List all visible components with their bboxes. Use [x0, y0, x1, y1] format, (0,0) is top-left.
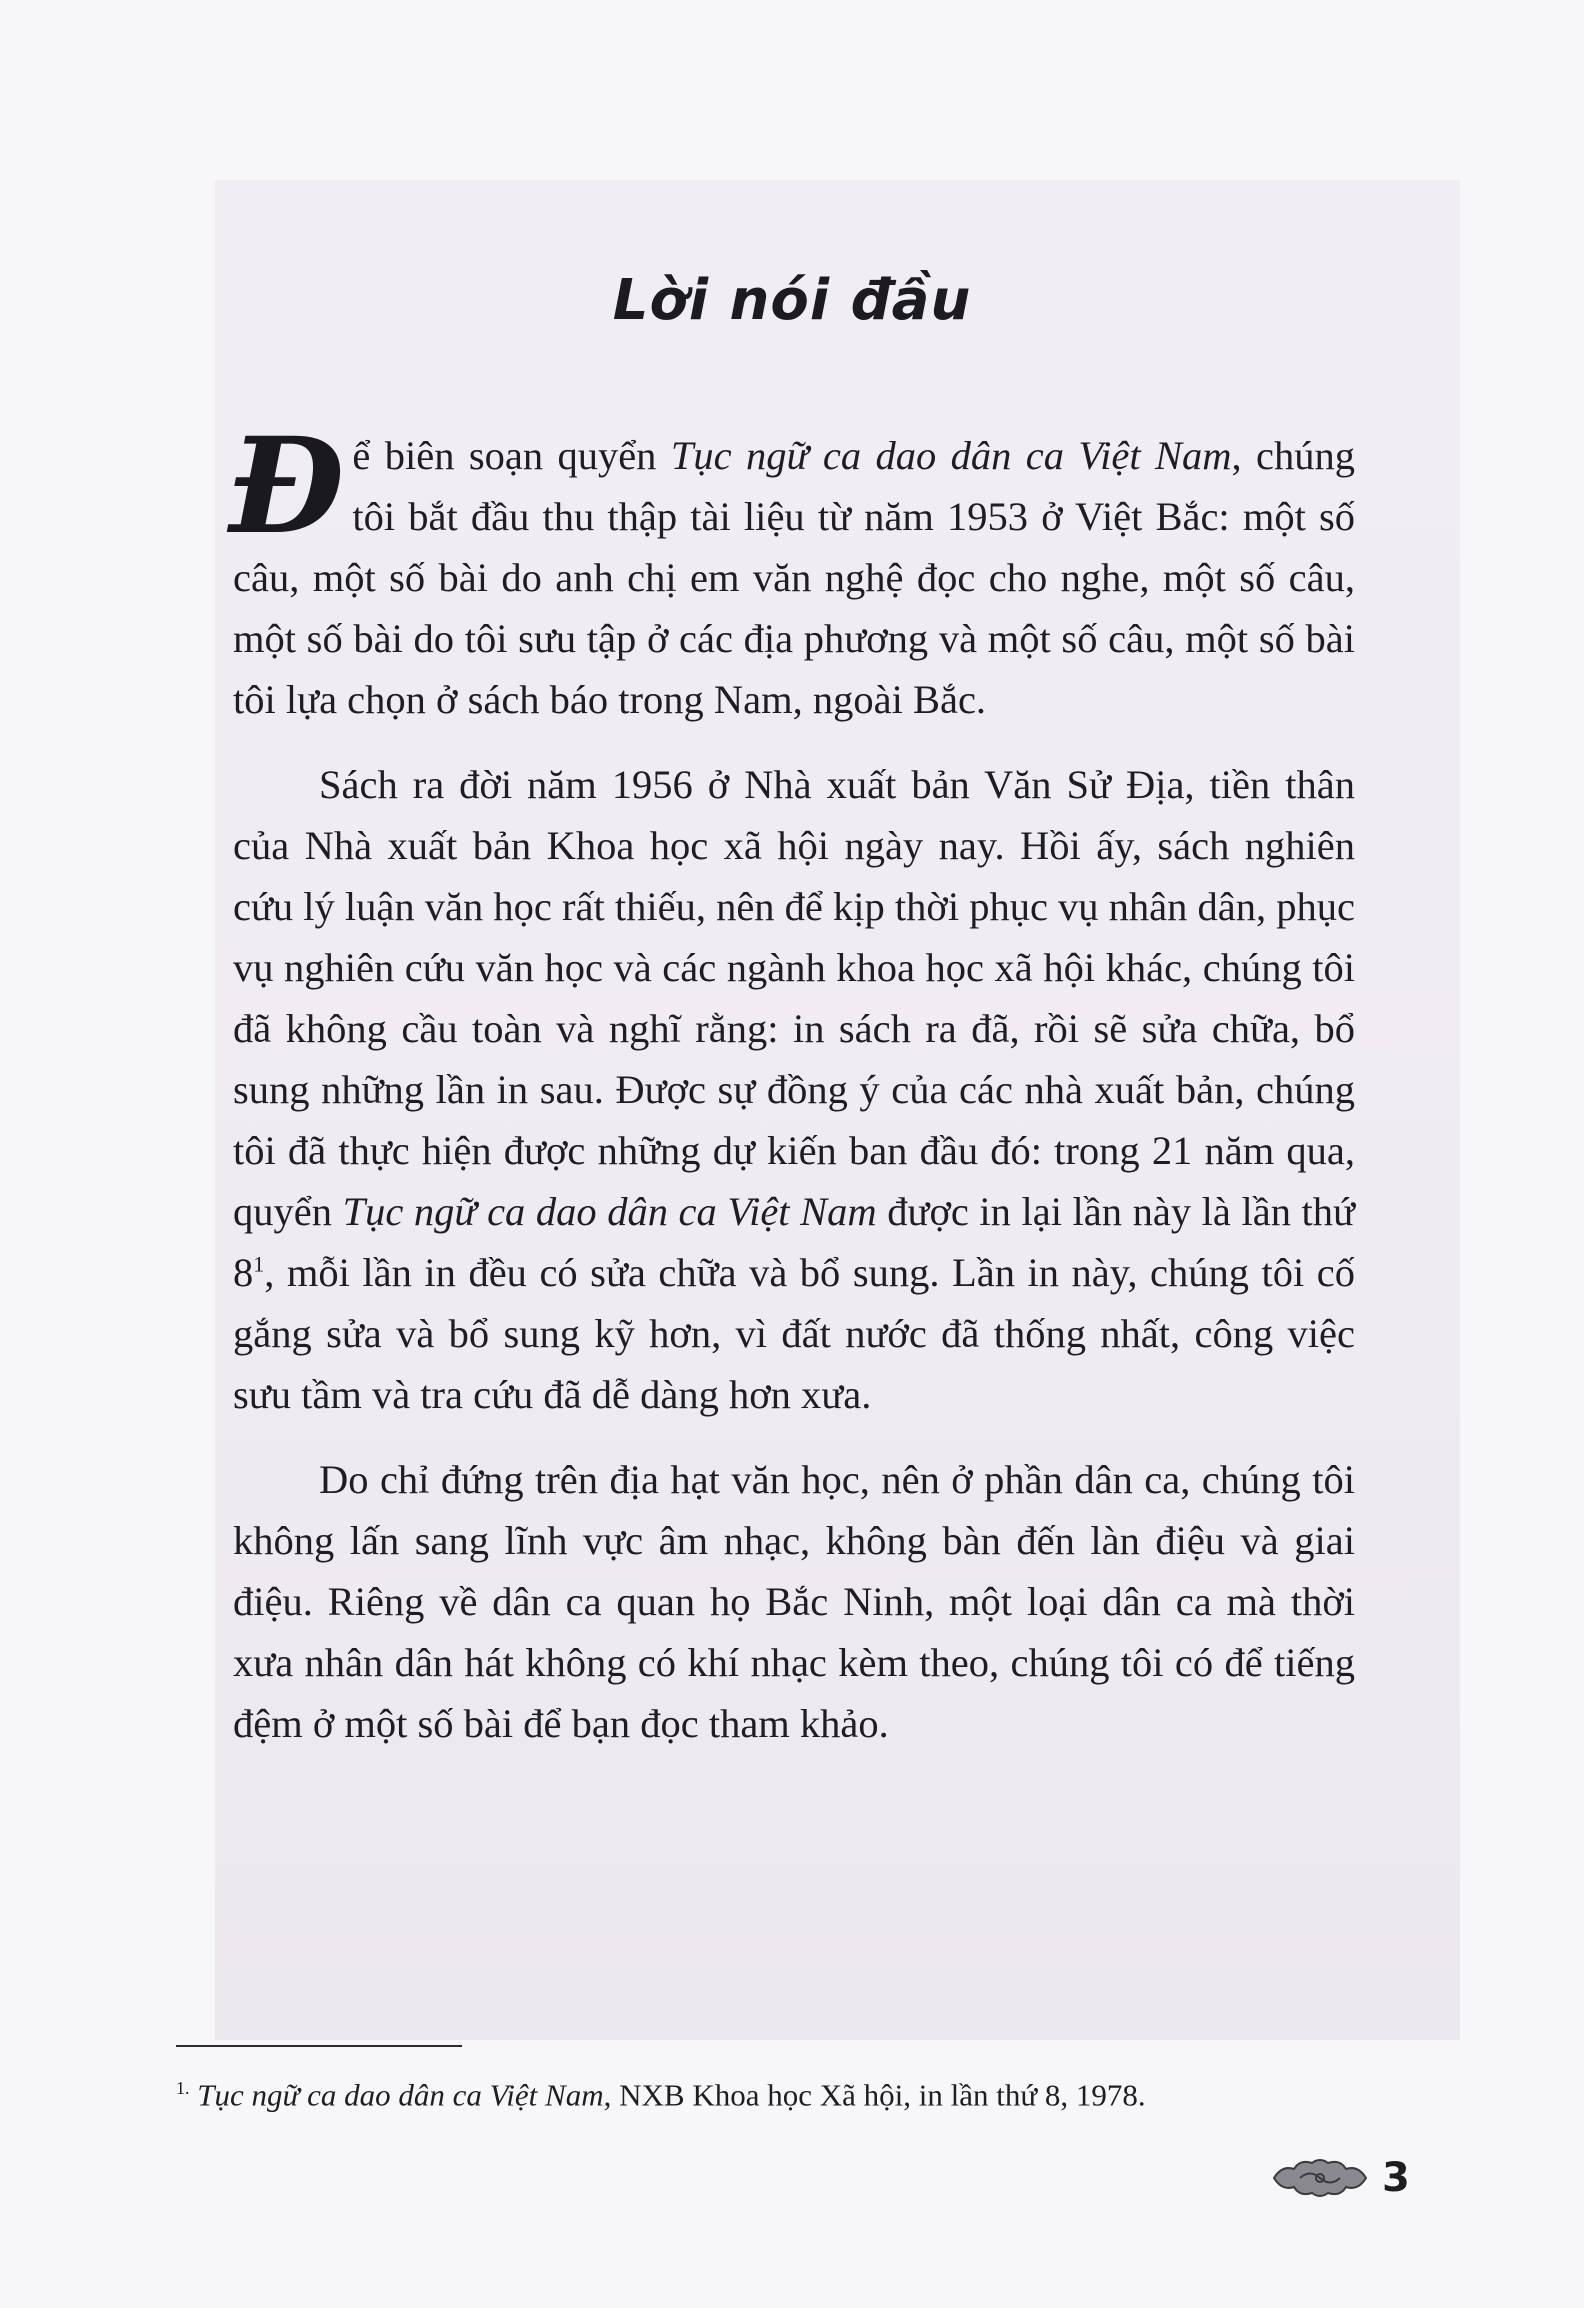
cloud-ornament-icon — [1270, 2155, 1370, 2201]
paragraph-2-text-b: được in lại lần này là lần thứ 8 — [233, 1189, 1355, 1295]
paragraph-1 — [229, 409, 1355, 730]
footnote-italic-title: Tục ngữ ca dao dân ca Việt Nam — [197, 2077, 604, 2113]
paragraph-1-text-b: , chúng tôi bắt đầu thu thập tài liệu từ năm 1953 ở Việt Bắc: một số câu, một số bài do anh chị em văn nghệ đọc cho nghe, một số câu, một số bài do tôi sưu tập ở các địa phương và một số câu, một số bài tôi lựa chọn ở sách báo trong Nam, ngoài Bắc. — [233, 433, 1355, 722]
footnote-marker: 1. — [176, 2078, 190, 2098]
paragraph-3: Do chỉ đứng trên địa hạt văn học, nên ở phần dân ca, chúng tôi không lấn sang lĩnh vực âm nhạc, không bàn đến làn điệu và giai điệu. Riêng về dân ca quan họ Bắc Ninh, một loại dân ca mà thời xưa nhân dân hát không có khí nhạc kèm theo, chúng tôi có để tiếng đệm ở một số bài để bạn đọc tham khảo. — [233, 1457, 1355, 1746]
paragraph-1-text-a: ể biên soạn quyển — [352, 433, 671, 478]
footnote-divider — [176, 2045, 462, 2047]
footnote — [176, 2068, 1396, 2115]
paragraph-2-text-a: Sách ra đời năm 1956 ở Nhà xuất bản Văn Sử Địa, tiền thân của Nhà xuất bản Khoa học xã hội ngày nay. Hồi ấy, sách nghiên cứu lý luận văn học rất thiếu, nên để kịp thời phục vụ nhân dân, phục vụ nghiên cứu văn học và các ngành khoa học xã hội khác, chúng tôi đã không cầu toàn và nghĩ rằng: in sách ra đã, rồi sẽ sửa chữa, bổ sung những lần in sau. Được sự đồng ý của các nhà xuất bản, chúng tôi đã thực hiện được những dự kiến ban đầu đó: trong 21 năm qua, quyển — [233, 762, 1355, 1234]
drop-cap: Đ — [229, 409, 345, 564]
footnote-reference[interactable]: 1 — [253, 1251, 265, 1277]
book-title-italic: Tục ngữ ca dao dân ca Việt Nam — [670, 433, 1232, 478]
page-number: 3 — [1382, 2155, 1410, 2201]
body-text — [229, 409, 1355, 1754]
book-title-italic-2: Tục ngữ ca dao dân ca Việt Nam — [342, 1189, 877, 1234]
paragraph-2 — [233, 754, 1355, 1425]
footnote-text: , NXB Khoa học Xã hội, in lần thứ 8, 1978. — [603, 2077, 1146, 2113]
page-number-area — [1270, 2148, 1430, 2208]
page-title: Lời nói đầu — [612, 268, 972, 333]
paragraph-2-text-c: , mỗi lần in đều có sửa chữa và bổ sung. Lần in này, chúng tôi cố gắng sửa và bổ sung kỹ hơn, vì đất nước đã thống nhất, công việc sưu tầm và tra cứu đã dễ dàng hơn xưa. — [233, 1250, 1355, 1417]
